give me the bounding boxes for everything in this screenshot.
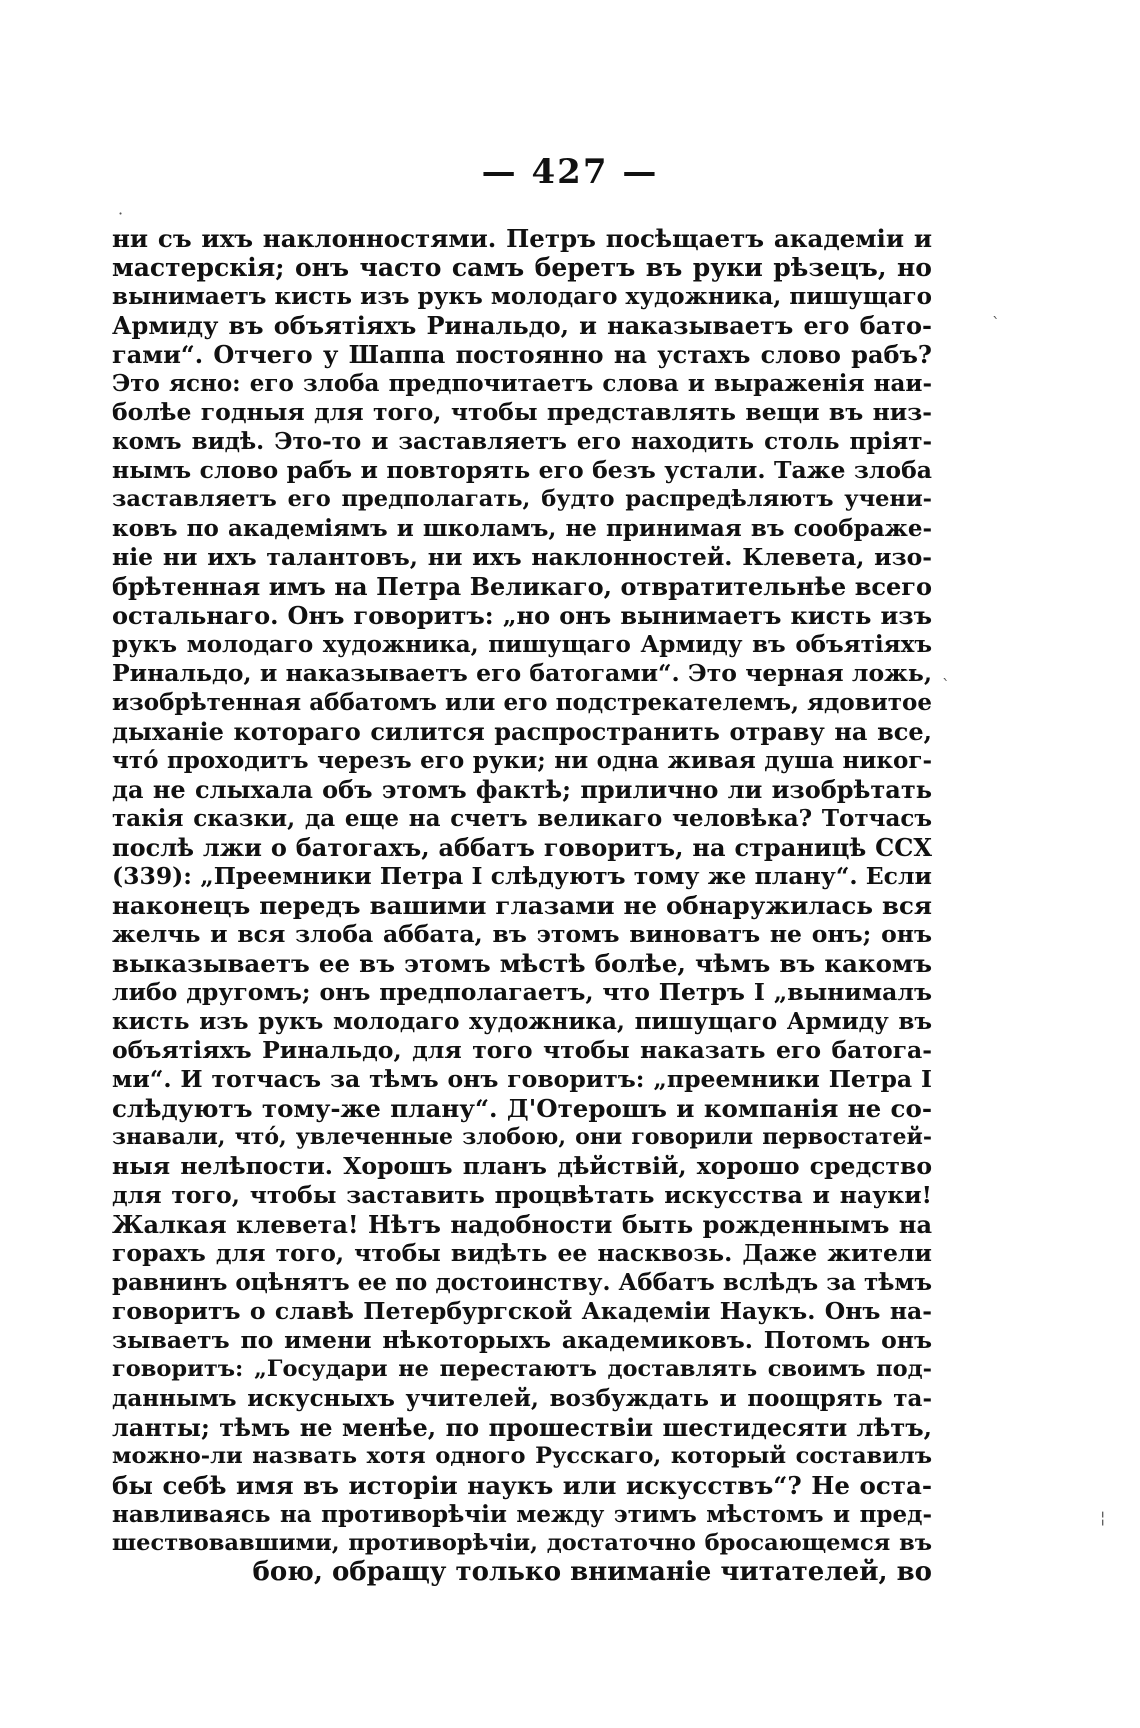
text-line: Жалкая клевета! Нѣтъ надобности быть рожденнымъ на (112, 1210, 932, 1239)
text-line: ланты; тѣмъ не менѣе, по прошествіи шестидесяти лѣтъ, (112, 1413, 932, 1442)
text-line: заставляетъ его предполагать, будто распредѣляютъ учени- (112, 486, 932, 512)
text-line: что́ проходитъ черезъ его руки; ни одна живая душа никог- (112, 747, 932, 774)
text-line: вынимаетъ кисть изъ рукъ молодаго художника, пишущаго (112, 283, 932, 310)
margin-tick: ˋ (992, 314, 1000, 333)
text-line: да не слыхала объ этомъ фактѣ; прилично ли изобрѣтать (112, 775, 932, 804)
text-line: брѣтенная имъ на Петра Великаго, отвратительнѣе всего (112, 572, 932, 601)
text-line: болѣе годныя для того, чтобы представлять вещи въ низ- (112, 398, 932, 426)
text-line: рукъ молодаго художника, пишущаго Армиду въ объятіяхъ (112, 631, 932, 658)
text-line: Это ясно: его злоба предпочитаетъ слова и выраженія наи- (112, 370, 932, 397)
text-line: гами“. Отчего у Шаппа постоянно на устахъ слово рабъ? (112, 340, 932, 369)
text-line: дыханіе котораго силится распространить отраву на все, (112, 717, 932, 746)
margin-tick: ¦ (1100, 1508, 1106, 1527)
page-number: — 427 — (481, 152, 659, 192)
text-line: либо другомъ; онъ предполагаетъ, что Петръ I „вынималъ (112, 978, 932, 1006)
text-line: наконецъ передъ вашими глазами не обнаружилась вся (112, 891, 932, 920)
text-line: горахъ для того, чтобы видѣть ее насквозь. Даже жители (112, 1239, 932, 1267)
text-line: слѣдуютъ тому-же плану“. Д'Отерошъ и компанія не со- (112, 1094, 932, 1123)
text-line: желчь и вся злоба аббата, въ этомъ виноватъ не онъ; онъ (112, 920, 932, 948)
margin-dot: · (118, 204, 124, 223)
text-line: мастерскія; онъ часто самъ беретъ въ руки рѣзецъ, но (112, 253, 932, 282)
text-line: комъ видѣ. Это-то и заставляетъ его находить столь пріят- (112, 428, 932, 455)
text-line: (339): „Преемники Петра I слѣдуютъ тому же плану“. Если (112, 862, 932, 890)
text-line: можно-ли назвать хотя одного Русскаго, который составилъ (112, 1443, 932, 1469)
text-line: знавали, что́, увлеченные злобою, они говорили первостатей- (112, 1124, 932, 1150)
text-line: бою, обращу только вниманіе читателей, во (252, 1558, 932, 1587)
text-line: кисть изъ рукъ молодаго художника, пишущаго Армиду въ (112, 1008, 932, 1035)
text-line: нымъ слово рабъ и повторять его безъ устали. Таже злоба (112, 456, 932, 484)
text-line: равнинъ оцѣнятъ ее по достоинству. Аббатъ вслѣдъ за тѣмъ (112, 1269, 932, 1296)
body-text (112, 224, 932, 1587)
margin-tick: ˋ (942, 676, 950, 695)
text-line: для того, чтобы заставить процвѣтать искусства и науки! (112, 1181, 932, 1209)
text-line: навливаясь на противорѣчіи между этимъ мѣстомъ и пред- (112, 1501, 932, 1528)
text-line: даннымъ искусныхъ учителей, возбуждать и поощрять та- (112, 1385, 932, 1412)
text-line: ни съ ихъ наклонностями. Петръ посѣщаетъ академіи и (112, 224, 932, 253)
text-line: ныя нелѣпости. Хорошъ планъ дѣйствій, хорошо средство (112, 1152, 932, 1180)
text-line: шествовавшими, противорѣчіи, достаточно бросающемся въ (112, 1530, 932, 1556)
text-line: такія сказки, да еще на счетъ великаго человѣка? Тотчасъ (112, 805, 932, 832)
text-line: ковъ по академіямъ и школамъ, не принимая въ соображе- (112, 515, 932, 542)
text-line: изобрѣтенная аббатомъ или его подстрекателемъ, ядовитое (112, 689, 932, 716)
text-line: говоритъ: „Государи не перестаютъ доставлять своимъ под- (112, 1356, 932, 1382)
text-line: ми“. И тотчасъ за тѣмъ онъ говоритъ: „преемники Петра I (112, 1065, 932, 1093)
text-line: объятіяхъ Ринальдо, для того чтобы наказать его батога- (112, 1036, 932, 1064)
text-line: говоритъ о славѣ Петербургской Академіи Наукъ. Онъ на- (112, 1297, 932, 1325)
text-line: выказываетъ ее въ этомъ мѣстѣ болѣе, чѣмъ въ какомъ (112, 949, 932, 978)
text-line: ніе ни ихъ талантовъ, ни ихъ наклонностей. Клевета, изо- (112, 543, 932, 571)
text-line: остальнаго. Онъ говоритъ: „но онъ вынимаетъ кисть изъ (112, 601, 932, 630)
text-line: бы себѣ имя въ исторіи наукъ или искусствъ“? Не оста- (112, 1471, 932, 1500)
text-line: Армиду въ объятіяхъ Ринальдо, и наказываетъ его бато- (112, 311, 932, 340)
text-line: послѣ лжи о батогахъ, аббатъ говоритъ, на страницѣ CCX (112, 833, 932, 862)
text-line: зываетъ по имени нѣкоторыхъ академиковъ. Потомъ онъ (112, 1326, 932, 1354)
text-line: Ринальдо, и наказываетъ его батогами“. Это черная ложь, (112, 659, 932, 687)
